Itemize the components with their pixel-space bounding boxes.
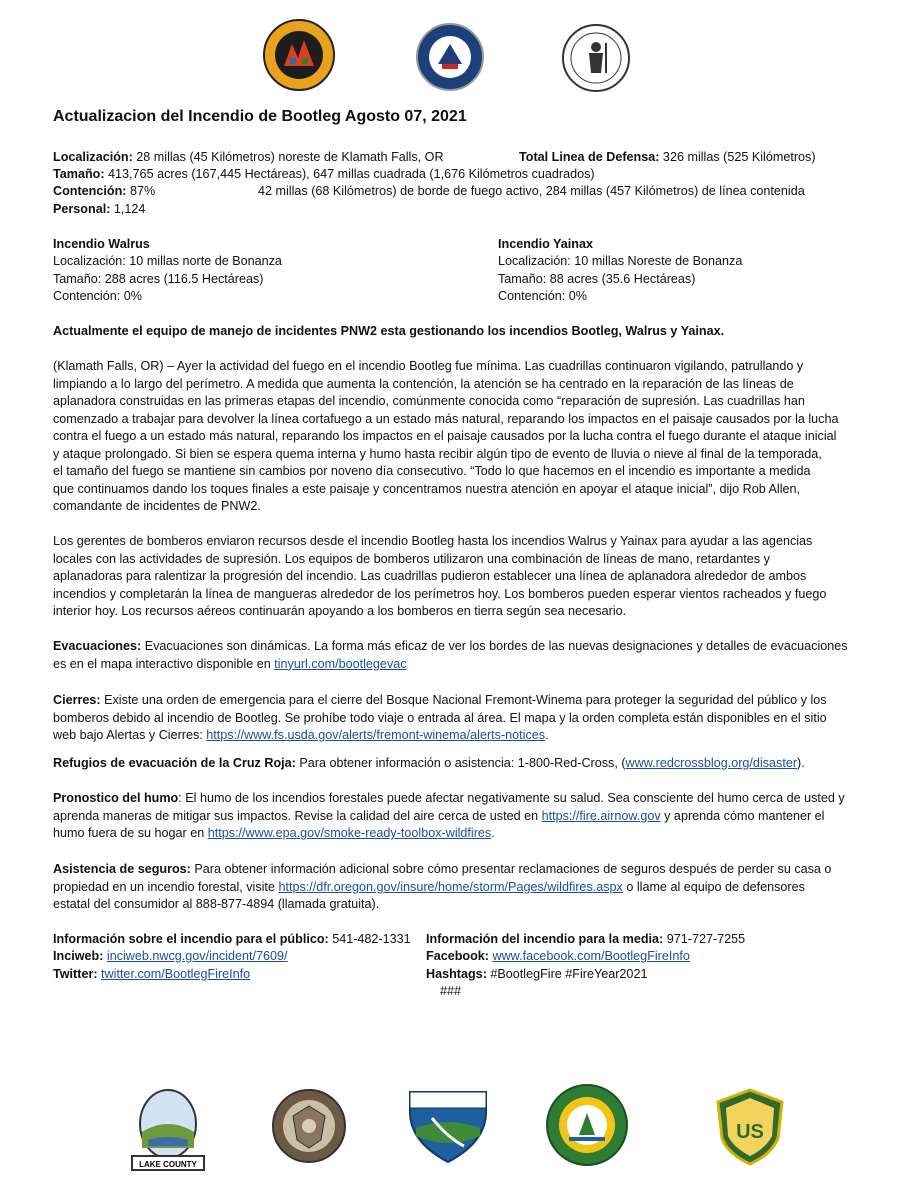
facebook-info: Facebook: www.facebook.com/BootlegFireInfo <box>426 949 690 963</box>
walrus-title: Incendio Walrus <box>53 237 150 251</box>
yainax-location: Localización: 10 millas Noreste de Bonanza <box>498 254 743 268</box>
airnow-link[interactable]: https://fire.airnow.gov <box>541 808 661 823</box>
hashtags-info: Hashtags: #BootlegFire #FireYear2021 <box>426 967 648 981</box>
twitter-link[interactable]: twitter.com/BootlegFireInfo <box>101 967 251 981</box>
summary-containment: Contención: 87% <box>53 184 156 198</box>
shelters-section: Refugios de evacuación de la Cruz Roja: Para obtener información o asistencia: 1-800-Red-Cross, (www.redcrossblog.org/disaster). <box>53 756 805 770</box>
headline: Actualmente el equipo de manejo de incidentes PNW2 esta gestionando los incendios Bootleg, Walrus y Yainax. <box>53 324 725 338</box>
yainax-title: Incendio Yainax <box>498 237 593 251</box>
walrus-size: Tamaño: 288 acres (116.5 Hectáreas) <box>53 272 264 286</box>
svg-text:US: US <box>736 1121 764 1143</box>
inciweb-link[interactable]: inciweb.nwcg.gov/incident/7609/ <box>106 949 288 963</box>
klamath-county-logo <box>271 1088 347 1164</box>
epa-link[interactable]: https://www.epa.gov/smoke-ready-toolbox-wildfires <box>207 826 492 840</box>
facebook-link[interactable]: www.facebook.com/BootlegFireInfo <box>492 949 690 963</box>
svg-text:LAKE COUNTY: LAKE COUNTY <box>139 1160 197 1169</box>
media-info: Información del incendio para la media: 971-727-7255 <box>426 932 746 946</box>
public-info: Información sobre el incendio para el público: 541-482-1331 <box>53 932 411 946</box>
central-oregon-fire-logo <box>262 18 336 92</box>
closures-section: Cierres: Existe una orden de emergencia para el cierre del Bosque Nacional Fremont-Winema para proteger la seguridad del público y los bomberos debido al incendio de Bootleg. Se prohíbe todo viaje o entrada al área. El mapa y la orden completa están disponibles en el sitio web bajo Alertas y Cierres: https://www.fs.usda.gov/alerts/fremont-winema/alerts-notices. <box>53 693 827 742</box>
summary-containment-detail: 42 millas (68 Kilómetros) de borde de fuego activo, 284 millas (457 Kilómetros) de línea contenida <box>258 184 805 198</box>
page-title: Actualizacion del Incendio de Bootleg Agosto 07, 2021 <box>53 108 467 125</box>
national-incident-team-logo <box>415 22 485 92</box>
evac-map-link[interactable]: tinyurl.com/bootlegevac <box>274 656 407 671</box>
walrus-location: Localización: 10 millas norte de Bonanza <box>53 254 282 268</box>
evacuations-section: Evacuaciones: Evacuaciones son dinámicas. La forma más eficaz de ver los bordes de las nuevas designaciones y detalles de evacuaciones es en el mapa interactivo disponible en tinyurl.com/bootlegevac <box>53 639 848 671</box>
insurance-link[interactable]: https://dfr.oregon.gov/insure/home/storm/Pages/wildfires.aspx <box>278 879 623 894</box>
oregon-national-guard-logo <box>561 23 631 93</box>
yainax-containment: Contención: 0% <box>498 289 587 303</box>
blm-logo <box>406 1088 490 1164</box>
summary-personnel: Personal: 1,124 <box>53 202 146 216</box>
closures-link[interactable]: https://www.fs.usda.gov/alerts/fremont-winema/alerts-notices <box>206 728 546 742</box>
inciweb-info: Inciweb: inciweb.nwcg.gov/incident/7609/ <box>53 949 288 963</box>
summary-size: Tamaño: 413,765 acres (167,445 Hectáreas), 647 millas cuadrada (1,676 Kilómetros cuadrados) <box>53 167 595 181</box>
insurance-section: Asistencia de seguros: Para obtener información adicional sobre cómo presentar reclamaciones de seguros después de perder su casa o propiedad en un incendio forestal, visite https://dfr.oregon.gov/insure/home/storm/Pages/wildfires.aspx o llame al equipo de defensores estatal del consumidor al 888-877-4894 (llamada gratuita). <box>53 862 832 911</box>
oregon-forestry-logo <box>545 1083 629 1167</box>
paragraph-1: (Klamath Falls, OR) – Ayer la actividad del fuego en el incendio Bootleg fue mínima. Las cuadrillas continuaron vigilando, patrullando y limpiando a lo largo del perímetro. A medida que aumenta la contención, la atención se ha centrado en la reparación de las líneas de aplanadora construidas en las primeras etapas del incendio, comúnmente conocida como “reparación de supresión. Las cuadrillas han comenzado a trabajar para devolver la línea cortafuego a un estado más natural, reparando los impactos en el paisaje causados por la lucha contra el fuego a un estado más natural, reparando los impactos en el paisaje causados por la lucha contra el fuego durante el ataque inicial y ataque prolongado. Si bien se espera quema interna y humo hasta recibir algún tipo de evento de lluvia o nieve al final de la temporada, el tamaño del fuego se mantiene sin cambios por noveno día consecutivo. “Todo lo que hacemos en el incendio es importante a medida que continuamos dando los toques finales a este paisaje y concentramos nuestra atención en apoyar el ataque inicial”, dijo Rob Allen, comandante de incidentes de PNW2. <box>53 359 839 513</box>
redcross-link[interactable]: www.redcrossblog.org/disaster <box>625 756 798 770</box>
end-mark: ### <box>440 984 462 998</box>
forest-service-logo <box>716 1088 784 1166</box>
twitter-info: Twitter: twitter.com/BootlegFireInfo <box>53 967 251 981</box>
summary-total-line: Total Linea de Defensa: 326 millas (525 Kilómetros) <box>519 150 816 164</box>
lake-county-logo <box>128 1088 208 1172</box>
smoke-section: Pronostico del humo: El humo de los incendios forestales puede afectar negativamente su salud. Sea consciente del humo cerca de usted y aprenda maneras de mitigar sus impactos. Revise la calidad del aire cerca de usted en https://fire.airnow.gov y aprenda cómo mantener el humo fuera de su hogar en https://www.epa.gov/smoke-ready-toolbox-wildfires. <box>53 791 845 840</box>
paragraph-2: Los gerentes de bomberos enviaron recursos desde el incendio Bootleg hasta los incendios Walrus y Yainax para ayudar a las agencias locales con las actividades de supresión. Los equipos de bomberos utilizaron una combinación de líneas de mano, retardantes y aplanadoras para ralentizar la progresión del incendio. Las cuadrillas pudieron establecer una línea de aplanadora alrededor de ambos incendios y completarán la línea de mangueras alrededor de los perímetros hoy. Los bomberos pueden esperar vientos racheados y fuego interior hoy. Los recursos aéreos continuarán apoyando a los bomberos en tierra según sea necesario. <box>53 534 827 618</box>
walrus-containment: Contención: 0% <box>53 289 142 303</box>
yainax-size: Tamaño: 88 acres (35.6 Hectáreas) <box>498 272 696 286</box>
summary-location: Localización: 28 millas (45 Kilómetros) noreste de Klamath Falls, OR <box>53 150 444 164</box>
